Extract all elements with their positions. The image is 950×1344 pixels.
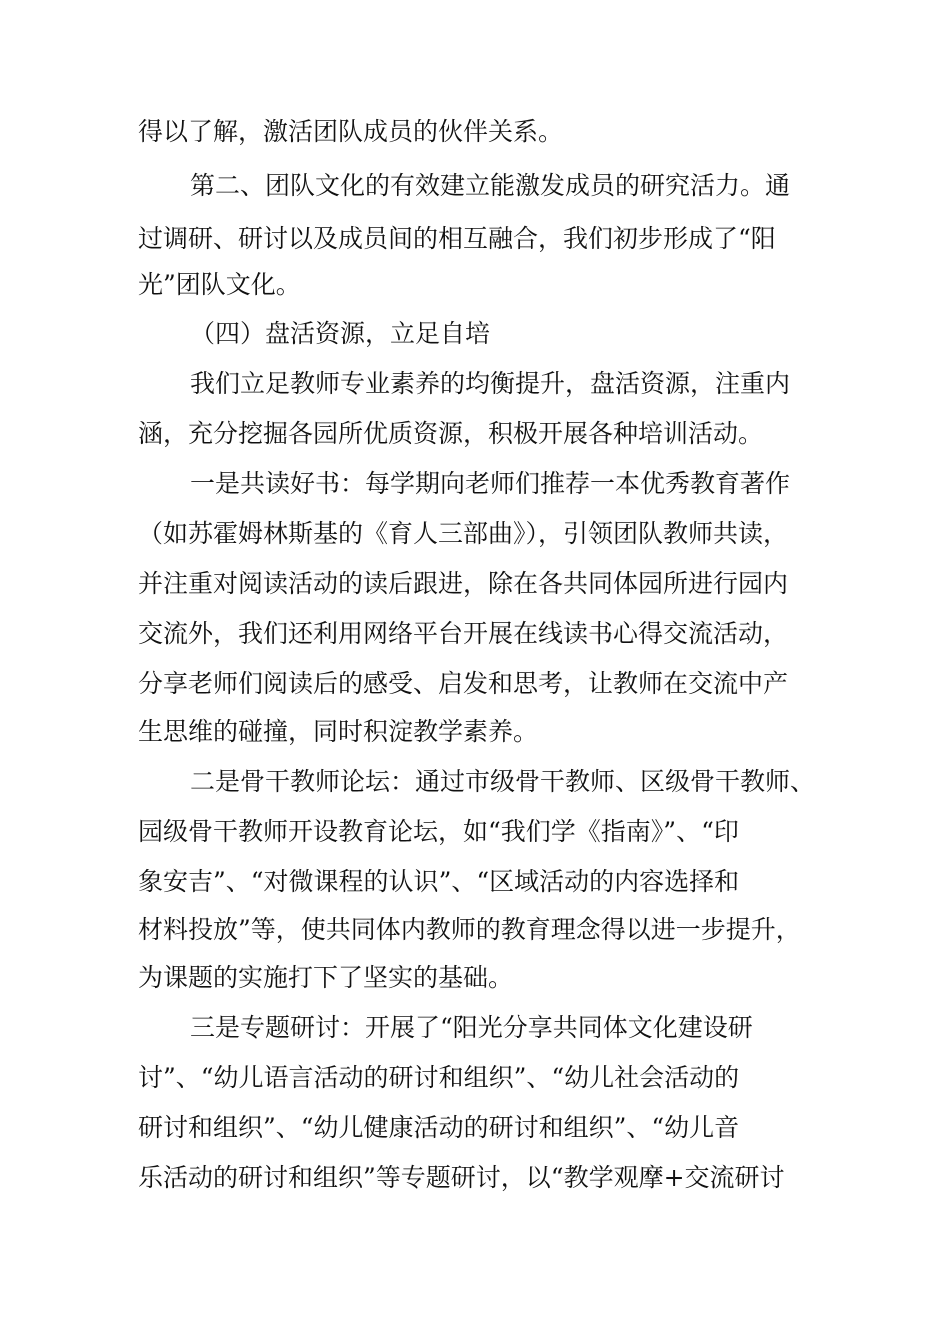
text-line-1: 得以了解，激活团队成员的伙伴关系。 [138,117,564,146]
text-line-21: 研讨和组织”、“幼儿健康活动的研讨和组织”、“幼儿音 [138,1113,740,1142]
text-line-17: 材料投放”等，使共同体内教师的教育理念得以进一步提升， [138,915,801,944]
text-line-22: 乐活动的研讨和组织”等专题研讨，以“教学观摩+交流研讨 [138,1163,785,1192]
text-line-7: 涵，充分挖掘各园所优质资源，积极开展各种培训活动。 [138,419,764,448]
text-line-11: 交流外，我们还利用网络平台开展在线读书心得交流活动， [138,619,789,648]
text-line-4: 光”团队文化。 [138,270,301,299]
text-line-16: 象安吉”、“对微课程的认识”、“区域活动的内容选择和 [138,867,740,896]
text-line-3: 过调研、研讨以及成员间的相互融合，我们初步形成了“阳 [138,224,776,253]
text-line-15: 园级骨干教师开设教育论坛，如“我们学《指南》”、“印 [138,817,739,846]
text-line-10: 并注重对阅读活动的读后跟进，除在各共同体园所进行园内 [138,569,789,598]
text-line-12: 分享老师们阅读后的感受、启发和思考，让教师在交流中产 [138,669,789,698]
text-line-9: （如苏霍姆林斯基的《育人三部曲》），引领团队教师共读， [138,519,789,548]
text-line-18: 为课题的实施打下了坚实的基础。 [138,963,514,992]
text-line-20: 讨”、“幼儿语言活动的研讨和组织”、“幼儿社会活动的 [138,1063,740,1092]
text-line-14: 二是骨干教师论坛：通过市级骨干教师、区级骨干教师、 [190,767,816,796]
text-line-8: 一是共读好书：每学期向老师们推荐一本优秀教育著作 [190,469,791,498]
text-line-19: 三是专题研讨：开展了“阳光分享共同体文化建设研 [190,1013,753,1042]
text-line-6: 我们立足教师专业素养的均衡提升，盘活资源，注重内 [190,369,791,398]
section-heading: （四）盘活资源，立足自培 [190,319,491,348]
text-line-2: 第二、团队文化的有效建立能激发成员的研究活力。通 [190,171,791,200]
text-line-13: 生思维的碰撞，同时积淀教学素养。 [138,717,539,746]
